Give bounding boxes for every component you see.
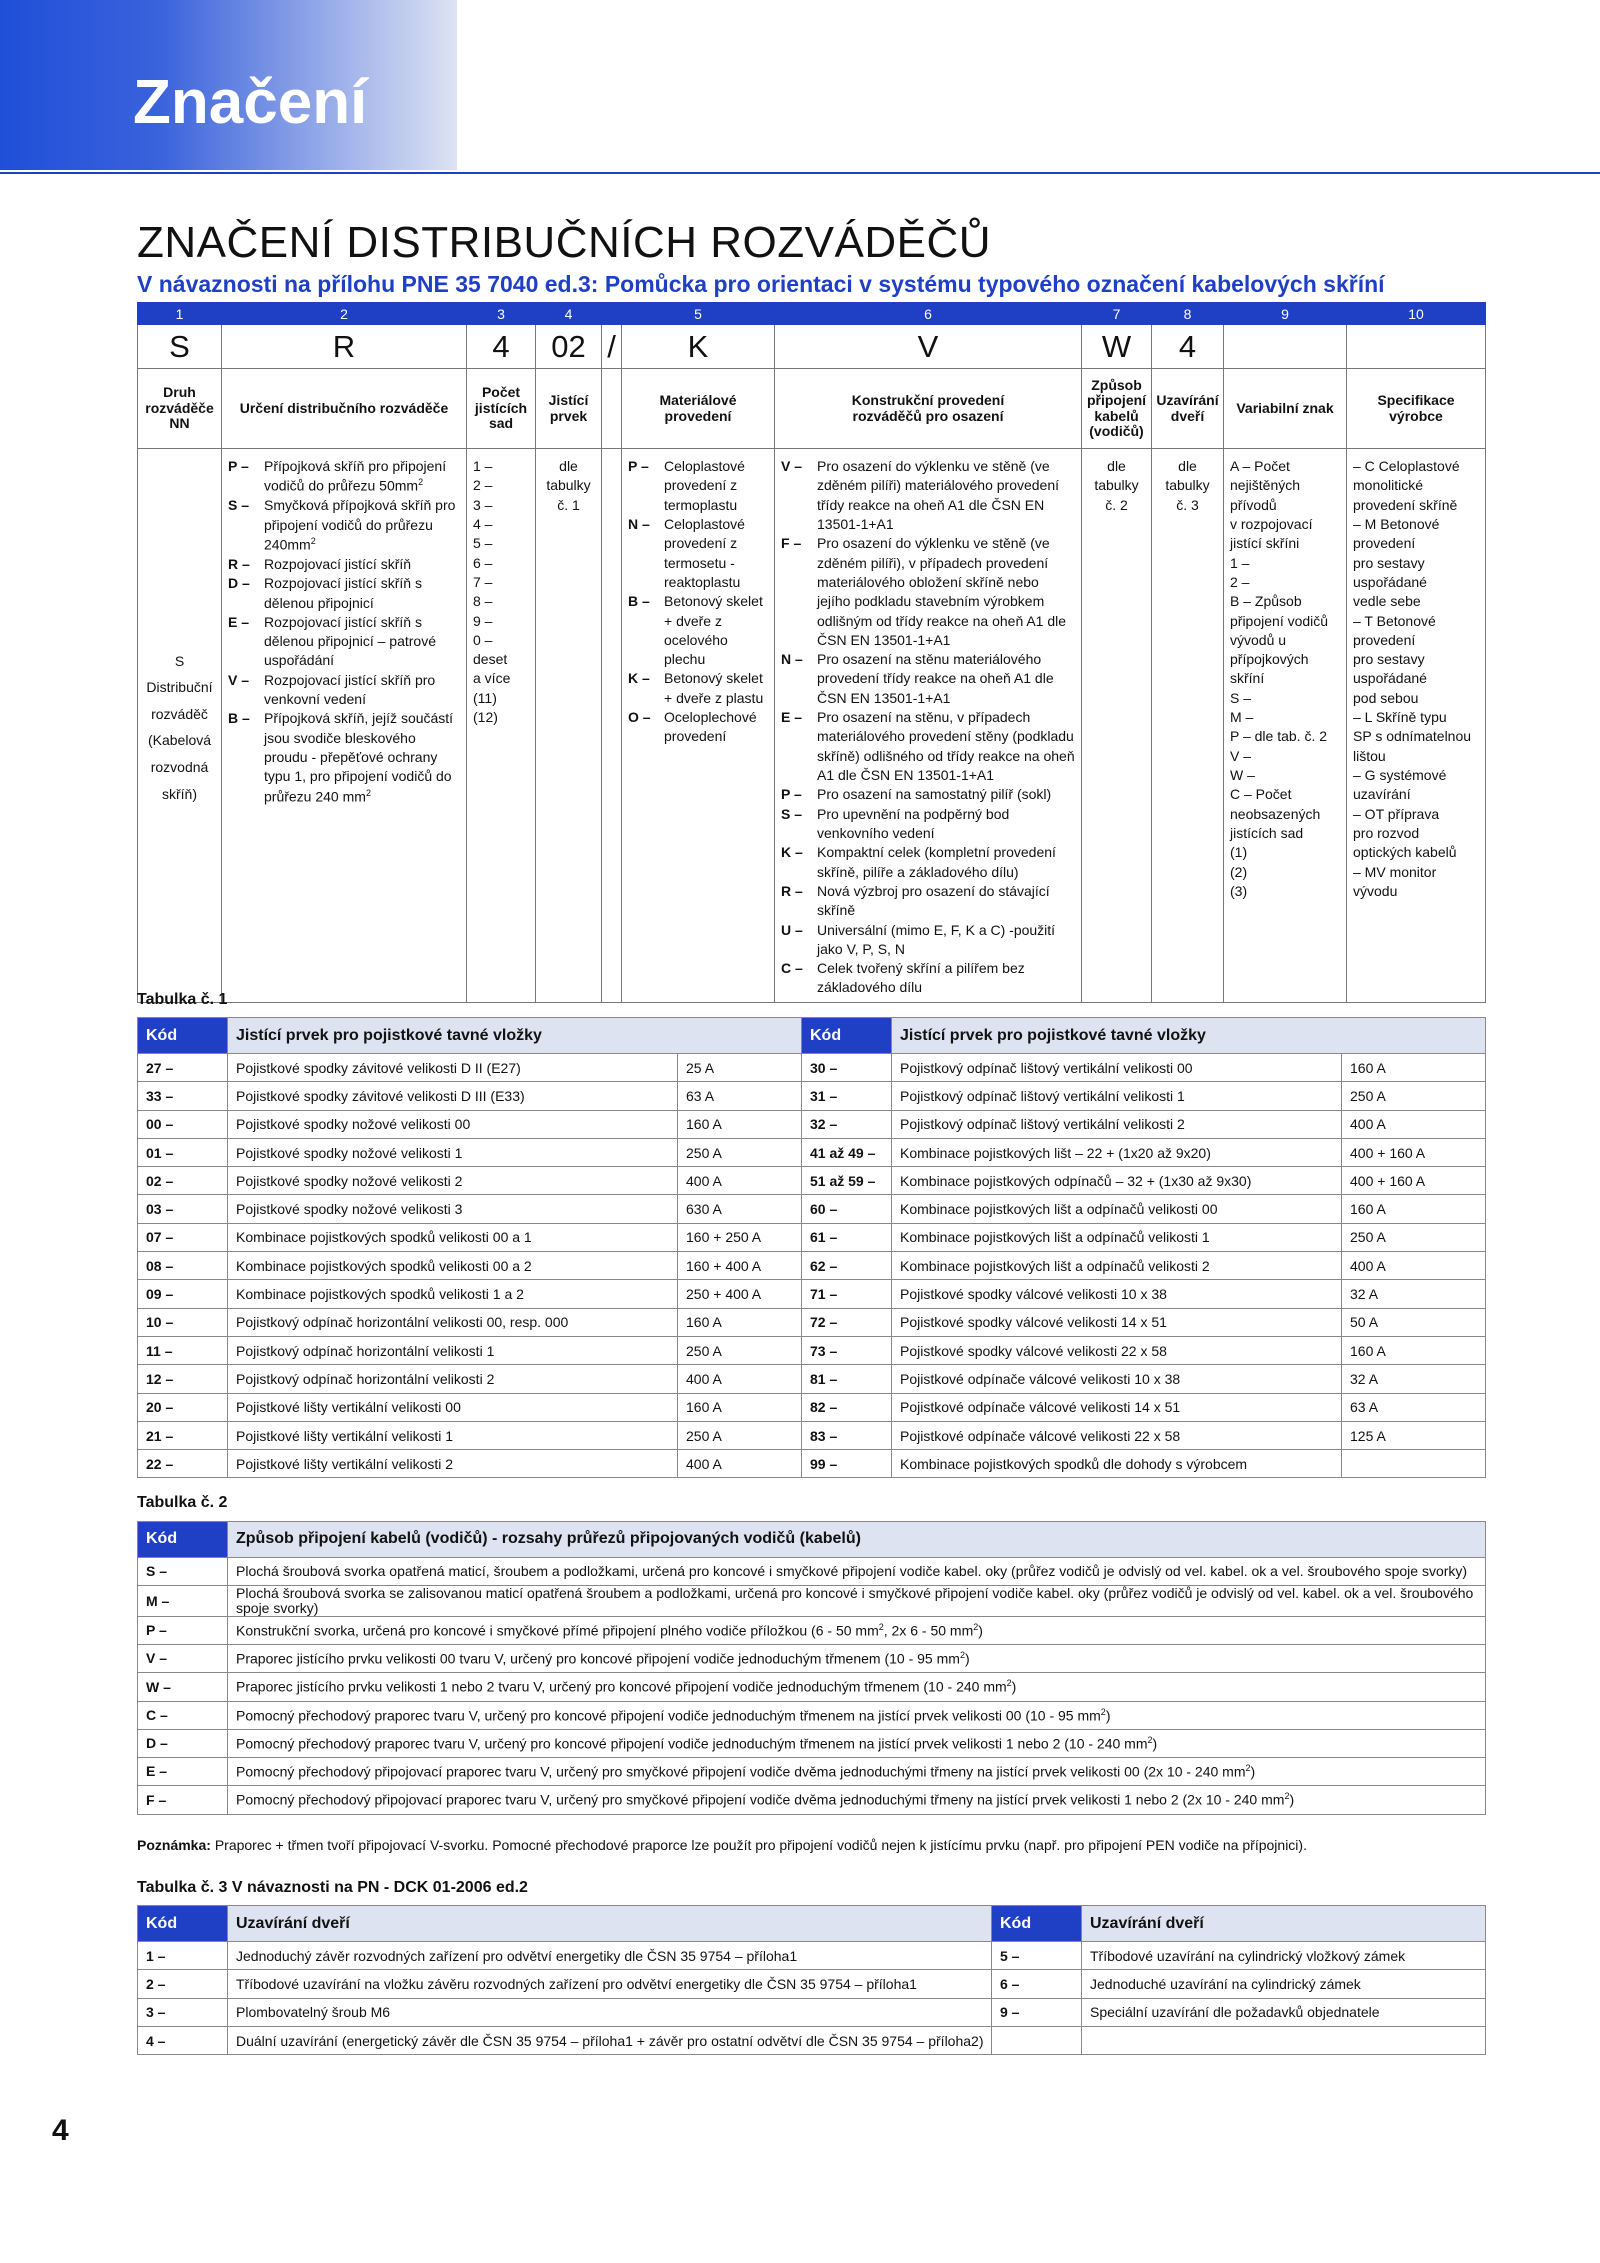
code-cell: 71 – (802, 1280, 892, 1308)
entry-code: F – (781, 535, 802, 552)
entry-code: S – (781, 805, 803, 822)
desc-cell: Pojistkové lišty vertikální velikosti 00 (228, 1393, 678, 1421)
header-divider (0, 172, 1600, 174)
list-item (228, 613, 460, 671)
entry-text: Pro osazení na stěnu, v případech materiálového provedení stěny (podkladu skříně) odlišného od třídy reakce na oheň A1 dle ČSN EN 13501-1+A1 (817, 709, 1075, 783)
col-number: 5 (622, 303, 775, 325)
code-letter (1347, 325, 1486, 369)
value-cell: 160 A (1342, 1336, 1486, 1364)
value-cell (1342, 1450, 1486, 1478)
code-cell: M – (138, 1586, 228, 1616)
value-cell: 160 A (1342, 1054, 1486, 1082)
list-item (228, 555, 460, 574)
table-row (138, 1450, 1486, 1478)
col-number (602, 303, 622, 325)
value-cell: 160 A (678, 1308, 802, 1336)
entry-code: E – (781, 709, 803, 726)
col-number: 3 (467, 303, 536, 325)
table-row (138, 1336, 1486, 1364)
table-row (138, 1998, 1486, 2026)
list-item (781, 785, 1075, 804)
table-row (138, 1393, 1486, 1421)
entry-text: Universální (mimo E, F, K a C) -použití jako V, P, S, N (817, 921, 1056, 957)
desc-cell: Plochá šroubová svorka opatřená maticí, šroubem a podložkami, určená pro koncové i smyčkové připojení vodiče kabel. oky (průřez vodičů je odvislý od vel. kabel. ok a vel. šroubového spoje svorky) (228, 1558, 1486, 1586)
table-row (138, 1786, 1486, 1814)
col5-cell (622, 449, 775, 1003)
column-header: Určení distribučního rozváděče (222, 369, 467, 449)
code-cell: 4 – (138, 2026, 228, 2054)
entry-code: B – (228, 710, 250, 727)
table-row (138, 1167, 1486, 1195)
table-row (138, 1586, 1486, 1616)
table3-caption: Tabulka č. 3 V návaznosti na PN - DCK 01-2006 ed.2 (137, 1879, 528, 1896)
entry-code: K – (781, 844, 803, 861)
desc-cell: Pojistkové spodky válcové velikosti 14 x 51 (892, 1308, 1342, 1336)
list-item (781, 650, 1075, 708)
col-number: 8 (1152, 303, 1224, 325)
table-row (138, 1558, 1486, 1586)
desc-cell: Jednoduchý závěr rozvodných zařízení pro odvětví energetiky dle ČSN 35 9754 – příloha1 (228, 1942, 992, 1970)
list-item (228, 574, 460, 613)
column-header: Počet jistících sad (467, 369, 536, 449)
desc-cell: Jednoduché uzavírání na cylindrický zámek (1082, 1970, 1486, 1998)
table-row (138, 2026, 1486, 2054)
note-text: Praporec + třmen tvoří připojovací V-svorku. Pomocné přechodové praporce lze použít pro připojení vodičů nejen k jistícímu prvku (např. pro připojení PEN vodiče na přípojnici). (214, 1837, 1307, 1853)
list-item (228, 496, 460, 555)
entry-code: P – (228, 458, 249, 474)
code-cell: 5 – (992, 1942, 1082, 1970)
col8-cell: dle tabulky č. 3 (1152, 449, 1224, 1003)
value-cell: 400 A (1342, 1252, 1486, 1280)
list-item (781, 457, 1075, 534)
entry-text: Rozpojovací jistící skříň (264, 555, 412, 572)
code-cell: 03 – (138, 1195, 228, 1223)
list-item (781, 708, 1075, 785)
code-cell: 3 – (138, 1998, 228, 2026)
table-row (138, 1644, 1486, 1672)
desc-cell: Pojistkový odpínač lištový vertikální velikosti 00 (892, 1054, 1342, 1082)
table-row (138, 1195, 1486, 1223)
table1-header-desc-right: Jistící prvek pro pojistkové tavné vložky (892, 1018, 1486, 1054)
col9-cell: A – Počet nejištěných přívodů v rozpojovací jistící skříni 1 – 2 – B – Způsob připojení vodičů vývodů u přípojkových skříní S – M – P – dle tab. č. 2 V – W – C – Počet neobsazených jistících sad (1) (2) (3) (1224, 449, 1347, 1003)
list-item (781, 882, 1075, 921)
code-cell: 32 – (802, 1110, 892, 1138)
value-cell: 63 A (1342, 1393, 1486, 1421)
col10-cell: – C Celoplastové monolitické provedení skříně – M Betonové provedení pro sestavy uspořádané vedle sebe – T Betonové provedení pro sestavy uspořádané pod sebou – L Skříně typu SP s odnímatelnou lištou – G systémové uzavírání – OT příprava pro rozvod optických kabelů – MV monitor vývodu (1347, 449, 1486, 1003)
list-item (228, 457, 460, 496)
desc-cell: Pojistkový odpínač lištový vertikální velikosti 1 (892, 1082, 1342, 1110)
value-cell: 32 A (1342, 1280, 1486, 1308)
value-cell: 400 A (678, 1365, 802, 1393)
value-cell: 400 A (678, 1167, 802, 1195)
col7-cell: dle tabulky č. 2 (1082, 449, 1152, 1003)
value-cell: 63 A (678, 1082, 802, 1110)
value-cell: 50 A (1342, 1308, 1486, 1336)
list-item (228, 709, 460, 806)
column-header: Uzavírání dveří (1152, 369, 1224, 449)
desc-cell: Pojistkové lišty vertikální velikosti 2 (228, 1450, 678, 1478)
desc-cell: Pomocný přechodový připojovací praporec tvaru V, určený pro smyčkové připojení vodiče dvěma jednoduchými třmeny na jistící prvek velikosti 1 nebo 2 (2x 10 - 240 $mm^2$) (228, 1786, 1486, 1814)
code-letter: V (775, 325, 1082, 369)
table-row (138, 1758, 1486, 1786)
desc-cell: Kombinace pojistkových odpínačů – 32 + (1x30 až 9x30) (892, 1167, 1342, 1195)
col-number: 6 (775, 303, 1082, 325)
code-cell: 81 – (802, 1365, 892, 1393)
entry-text: Pro osazení na samostatný pilíř (sokl) (817, 786, 1052, 803)
list-item (781, 843, 1075, 882)
value-cell: 160 + 400 A (678, 1252, 802, 1280)
entry-text: Celoplastové provedení z termosetu -reaktoplastu (664, 515, 745, 590)
desc-cell: Kombinace pojistkových spodků velikosti 00 a 2 (228, 1252, 678, 1280)
entry-text: Celek tvořený skříní a pilířem bez základového dílu (817, 960, 1025, 996)
desc-cell: Speciální uzavírání dle požadavků objednatele (1082, 1998, 1486, 2026)
header-title: Značení (133, 68, 368, 137)
entry-code: P – (781, 786, 802, 803)
entry-code: V – (228, 671, 250, 688)
table3-header-desc-left: Uzavírání dveří (228, 1906, 992, 1942)
entry-text: Pro osazení do výklenku ve stěně (ve zděném pilíři) materiálového provedení třídy reakce na oheň A1 dle ČSN EN 13501-1+A1 (817, 458, 1060, 532)
table-row (138, 1970, 1486, 1998)
value-cell: 125 A (1342, 1421, 1486, 1449)
code-cell: 6 – (992, 1970, 1082, 1998)
table1-header-code-left: Kód (138, 1018, 228, 1054)
table-row (138, 1308, 1486, 1336)
table3-header-code-right: Kód (992, 1906, 1082, 1942)
page-subtitle: V návaznosti na přílohu PNE 35 7040 ed.3: Pomůcka pro orientaci v systému typového označení kabelových skříní (137, 271, 1385, 297)
desc-cell: Kombinace pojistkových spodků velikosti 00 a 1 (228, 1223, 678, 1251)
entry-code: V – (781, 458, 803, 474)
code-cell: 31 – (802, 1082, 892, 1110)
entry-text: Smyčková přípojková skříň pro připojení vodičů do průřezu $240mm^2$ (264, 497, 456, 553)
desc-cell: Pomocný přechodový připojovací praporec tvaru V, určený pro smyčkové připojení vodiče dvěma jednoduchými třmeny na jistící prvek velikosti 00 (2x 10 - 240 $mm^2$) (228, 1758, 1486, 1786)
table-row (138, 1421, 1486, 1449)
col-number: 9 (1224, 303, 1347, 325)
table3-header-code-left: Kód (138, 1906, 228, 1942)
value-cell: 160 A (678, 1110, 802, 1138)
code-letter: 4 (467, 325, 536, 369)
code-cell: D – (138, 1729, 228, 1757)
code-letter: / (602, 325, 622, 369)
code-cell: 02 – (138, 1167, 228, 1195)
code-cell: 82 – (802, 1393, 892, 1421)
table2-header-code: Kód (138, 1522, 228, 1558)
table1-caption: Tabulka č. 1 (137, 991, 228, 1008)
column-header: Konstrukční provedení rozváděčů pro osazení (775, 369, 1082, 449)
code-cell: 51 až 59 – (802, 1167, 892, 1195)
table-row (138, 1942, 1486, 1970)
code-cell: C – (138, 1701, 228, 1729)
value-cell: 630 A (678, 1195, 802, 1223)
column-header (602, 369, 622, 449)
code-cell: 2 – (138, 1970, 228, 1998)
col-number: 10 (1347, 303, 1486, 325)
entry-text: Oceloplechové provedení (664, 709, 757, 745)
value-cell: 160 + 250 A (678, 1223, 802, 1251)
entry-code: R – (781, 882, 803, 899)
entry-text: Přípojková skříň, jejíž součástí jsou svodiče bleskového proudu - přepěťové ochrany typu 1, pro připojení vodičů do průřezu 240 $mm^2$ (264, 710, 454, 805)
code-cell: V – (138, 1644, 228, 1672)
code-cell: 27 – (138, 1054, 228, 1082)
desc-cell: Pojistkový odpínač horizontální velikosti 2 (228, 1365, 678, 1393)
table2 (137, 1521, 1486, 1815)
code-cell: 00 – (138, 1110, 228, 1138)
desc-cell: Kombinace pojistkových lišt a odpínačů velikosti 2 (892, 1252, 1342, 1280)
col6-cell (775, 449, 1082, 1003)
code-cell: 1 – (138, 1942, 228, 1970)
entry-code: K – (628, 670, 650, 687)
list-item (781, 921, 1075, 960)
code-cell: 08 – (138, 1252, 228, 1280)
desc-cell: Tříbodové uzavírání na cylindrický vložkový zámek (1082, 1942, 1486, 1970)
column-header: Specifikace výrobce (1347, 369, 1486, 449)
desc-cell: Pojistkové spodky závitové velikosti D II (E27) (228, 1054, 678, 1082)
code-letter: 02 (536, 325, 602, 369)
note (137, 1837, 1307, 1853)
note-label: Poznámka: (137, 1837, 211, 1853)
desc-cell: Pojistkový odpínač lištový vertikální velikosti 2 (892, 1110, 1342, 1138)
entry-code: B – (628, 593, 650, 610)
code-cell: 62 – (802, 1252, 892, 1280)
code-letter: S (138, 325, 222, 369)
list-item (628, 592, 768, 669)
column-header: Materiálové provedení (622, 369, 775, 449)
entry-text: Betonový skelet + dveře z ocelového plechu (664, 593, 763, 668)
entry-code: N – (781, 651, 803, 668)
code-cell: 09 – (138, 1280, 228, 1308)
col2-cell (222, 449, 467, 1003)
list-item (628, 708, 768, 747)
col-number: 7 (1082, 303, 1152, 325)
code-cell: 11 – (138, 1336, 228, 1364)
value-cell: 400 A (1342, 1110, 1486, 1138)
code-letter (1224, 325, 1347, 369)
code-letter: K (622, 325, 775, 369)
entry-text: Betonový skelet + dveře z plastu (664, 670, 764, 706)
table-row (138, 1138, 1486, 1166)
col-number: 1 (138, 303, 222, 325)
entry-text: Přípojková skříň pro připojení vodičů do průřezu $50mm^2$ (264, 458, 447, 494)
list-item (781, 534, 1075, 650)
column-header: Jistící prvek (536, 369, 602, 449)
code-cell: 99 – (802, 1450, 892, 1478)
value-cell: 32 A (1342, 1365, 1486, 1393)
desc-cell: Pomocný přechodový praporec tvaru V, určený pro koncové připojení vodiče jednoduchým třmenem na jistící prvek velikosti 1 nebo 2 (10 - 240 $mm^2$) (228, 1729, 1486, 1757)
list-item (228, 671, 460, 710)
desc-cell: Pojistkové spodky nožové velikosti 3 (228, 1195, 678, 1223)
list-item (628, 669, 768, 708)
desc-cell: Konstrukční svorka, určená pro koncové i smyčkové přímé připojení plného vodiče příložkou (6 - 50 $mm^2$, 2x 6 - 50 $mm^2$) (228, 1616, 1486, 1644)
value-cell: 400 A (678, 1450, 802, 1478)
code-cell: 12 – (138, 1365, 228, 1393)
code-cell: 30 – (802, 1054, 892, 1082)
value-cell: 25 A (678, 1054, 802, 1082)
desc-cell: Pojistkové odpínače válcové velikosti 14 x 51 (892, 1393, 1342, 1421)
value-cell: 250 A (678, 1138, 802, 1166)
code-letter: 4 (1152, 325, 1224, 369)
code-cell: 83 – (802, 1421, 892, 1449)
value-cell: 250 A (678, 1421, 802, 1449)
value-cell: 250 A (1342, 1082, 1486, 1110)
desc-cell (1082, 2026, 1486, 2054)
col-sep-cell (602, 449, 622, 1003)
page-number: 4 (52, 2114, 69, 2147)
code-cell: 10 – (138, 1308, 228, 1336)
entry-code: N – (628, 515, 650, 532)
desc-cell: Pojistkové spodky závitové velikosti D III (E33) (228, 1082, 678, 1110)
desc-cell: Plochá šroubová svorka se zalisovanou maticí opatřená šroubem a podložkami, určená pro koncové i smyčkové připojení vodiče kabel. oky (průřez vodičů je odvislý od vel. kabel. ok a vel. šroubového spoje svorky) (228, 1586, 1486, 1616)
table1-header-code-right: Kód (802, 1018, 892, 1054)
code-cell: 9 – (992, 1998, 1082, 2026)
table-row (138, 1252, 1486, 1280)
code-cell: E – (138, 1758, 228, 1786)
desc-cell: Pojistkové spodky válcové velikosti 22 x 58 (892, 1336, 1342, 1364)
desc-cell: Pojistkové lišty vertikální velikosti 1 (228, 1421, 678, 1449)
table-row (138, 1673, 1486, 1701)
value-cell: 250 A (1342, 1223, 1486, 1251)
desc-cell: Pomocný přechodový praporec tvaru V, určený pro koncové připojení vodiče jednoduchým třmenem na jistící prvek velikosti 00 (10 - 95 $mm^2$) (228, 1701, 1486, 1729)
code-cell: 20 – (138, 1393, 228, 1421)
entry-text: Celoplastové provedení z termoplastu (664, 458, 745, 513)
value-cell: 250 + 400 A (678, 1280, 802, 1308)
table1 (137, 1017, 1486, 1478)
page-title: ZNAČENÍ DISTRIBUČNÍCH ROZVÁDĚČŮ (137, 218, 991, 267)
table2-header-desc: Způsob připojení kabelů (vodičů) - rozsahy průřezů připojovaných vodičů (kabelů) (228, 1522, 1486, 1558)
code-letter: W (1082, 325, 1152, 369)
table-row (138, 1054, 1486, 1082)
desc-cell: Tříbodové uzavírání na vložku závěru rozvodných zařízení pro odvětví energetiky dle ČSN 35 9754 – příloha1 (228, 1970, 992, 1998)
code-letter: R (222, 325, 467, 369)
entry-code: C – (781, 960, 803, 977)
desc-cell: Kombinace pojistkových lišt a odpínačů velikosti 1 (892, 1223, 1342, 1251)
code-cell: P – (138, 1616, 228, 1644)
code-cell: 33 – (138, 1082, 228, 1110)
code-cell (992, 2026, 1082, 2054)
table-row (138, 1082, 1486, 1110)
desc-cell: Pojistkové spodky nožové velikosti 00 (228, 1110, 678, 1138)
column-header: Způsob připojení kabelů (vodičů) (1082, 369, 1152, 449)
code-cell: S – (138, 1558, 228, 1586)
designation-table (137, 302, 1486, 1003)
table-row (138, 1701, 1486, 1729)
table3-header-desc-right: Uzavírání dveří (1082, 1906, 1486, 1942)
entry-text: Pro upevnění na podpěrný bod venkovního vedení (817, 805, 1010, 841)
list-item (628, 515, 768, 592)
desc-cell: Kombinace pojistkových spodků dle dohody s výrobcem (892, 1450, 1342, 1478)
entry-text: Pro osazení na stěnu materiálového provedení třídy reakce na oheň A1 dle ČSN EN 13501-1+A1 (817, 651, 1054, 706)
col-number: 2 (222, 303, 467, 325)
desc-cell: Plombovatelný šroub M6 (228, 1998, 992, 2026)
desc-cell: Pojistkové spodky válcové velikosti 10 x 38 (892, 1280, 1342, 1308)
desc-cell: Pojistkové odpínače válcové velikosti 10 x 38 (892, 1365, 1342, 1393)
code-cell: 22 – (138, 1450, 228, 1478)
code-cell: 60 – (802, 1195, 892, 1223)
code-cell: 21 – (138, 1421, 228, 1449)
value-cell: 400 + 160 A (1342, 1167, 1486, 1195)
desc-cell: Kombinace pojistkových lišt – 22 + (1x20 až 9x20) (892, 1138, 1342, 1166)
code-cell: 07 – (138, 1223, 228, 1251)
col-number: 4 (536, 303, 602, 325)
desc-cell: Pojistkový odpínač horizontální velikosti 1 (228, 1336, 678, 1364)
desc-cell: Pojistkové odpínače válcové velikosti 22 x 58 (892, 1421, 1342, 1449)
desc-cell: Praporec jistícího prvku velikosti 1 nebo 2 tvaru V, určený pro koncové připojení vodiče jednoduchým třmenem (10 - 240 $mm^2$) (228, 1673, 1486, 1701)
entry-text: Nová výzbroj pro osazení do stávající skříně (817, 882, 1050, 919)
value-cell: 160 A (678, 1393, 802, 1421)
list-item (781, 805, 1075, 844)
entry-text: Rozpojovací jistící skříň s dělenou připojnicí (264, 575, 422, 611)
value-cell: 250 A (678, 1336, 802, 1364)
entry-code: O – (628, 709, 651, 726)
entry-text: Rozpojovací jistící skříň pro venkovní vedení (264, 671, 436, 708)
code-cell: W – (138, 1673, 228, 1701)
entry-text: Kompaktní celek (kompletní provedení skříně, pilíře a základového dílu) (817, 844, 1056, 880)
entry-text: Pro osazení do výklenku ve stěně (ve zděném pilíři), v případech provedení materiálového obložení skříně nebo jejího podkladu stavebním výrobkem odlišným od třídy reakce na oheň A1 dle ČSN EN 13501-1+A1 (817, 535, 1067, 648)
desc-cell: Duální uzavírání (energetický závěr dle ČSN 35 9754 – příloha1 + závěr pro ostatní odvětví dle ČSN 35 9754 – příloha2) (228, 2026, 992, 2054)
entry-code: D – (228, 575, 250, 592)
desc-cell: Pojistkové spodky nožové velikosti 1 (228, 1138, 678, 1166)
list-item (781, 959, 1075, 998)
code-cell: 61 – (802, 1223, 892, 1251)
table-row (138, 1110, 1486, 1138)
entry-code: E – (228, 613, 250, 630)
col1-cell: S Distribuční rozváděč (Kabelová rozvodná skříň) (138, 449, 222, 1003)
table2-caption: Tabulka č. 2 (137, 1494, 228, 1511)
desc-cell: Pojistkové spodky nožové velikosti 2 (228, 1167, 678, 1195)
desc-cell: Praporec jistícího prvku velikosti 00 tvaru V, určený pro koncové připojení vodiče jednoduchým třmenem (10 - 95 $mm^2$) (228, 1644, 1486, 1672)
table-row (138, 1729, 1486, 1757)
code-cell: 41 až 49 – (802, 1138, 892, 1166)
entry-code: U – (781, 921, 803, 938)
desc-cell: Pojistkový odpínač horizontální velikosti 00, resp. 000 (228, 1308, 678, 1336)
code-cell: 01 – (138, 1138, 228, 1166)
entry-text: Rozpojovací jistící skříň s dělenou připojnicí – patrové uspořádání (264, 613, 437, 669)
value-cell: 400 + 160 A (1342, 1138, 1486, 1166)
code-cell: F – (138, 1786, 228, 1814)
table3 (137, 1905, 1486, 2055)
table-row (138, 1280, 1486, 1308)
desc-cell: Kombinace pojistkových lišt a odpínačů velikosti 00 (892, 1195, 1342, 1223)
list-item (628, 457, 768, 515)
table1-header-desc-left: Jistící prvek pro pojistkové tavné vložky (228, 1018, 802, 1054)
entry-code: S – (228, 497, 250, 514)
col3-cell: 1 – 2 – 3 – 4 – 5 – 6 – 7 – 8 – 9 – 0 – deset a více (11) (12) (467, 449, 536, 1003)
code-cell: 73 – (802, 1336, 892, 1364)
entry-code: P – (628, 458, 649, 474)
column-header: Variabilní znak (1224, 369, 1347, 449)
desc-cell: Kombinace pojistkových spodků velikosti 1 a 2 (228, 1280, 678, 1308)
table-row (138, 1223, 1486, 1251)
entry-code: R – (228, 555, 250, 572)
value-cell: 160 A (1342, 1195, 1486, 1223)
code-cell: 72 – (802, 1308, 892, 1336)
col4-cell: dle tabulky č. 1 (536, 449, 602, 1003)
table-row (138, 1616, 1486, 1644)
table-row (138, 1365, 1486, 1393)
column-header: Druh rozváděče NN (138, 369, 222, 449)
